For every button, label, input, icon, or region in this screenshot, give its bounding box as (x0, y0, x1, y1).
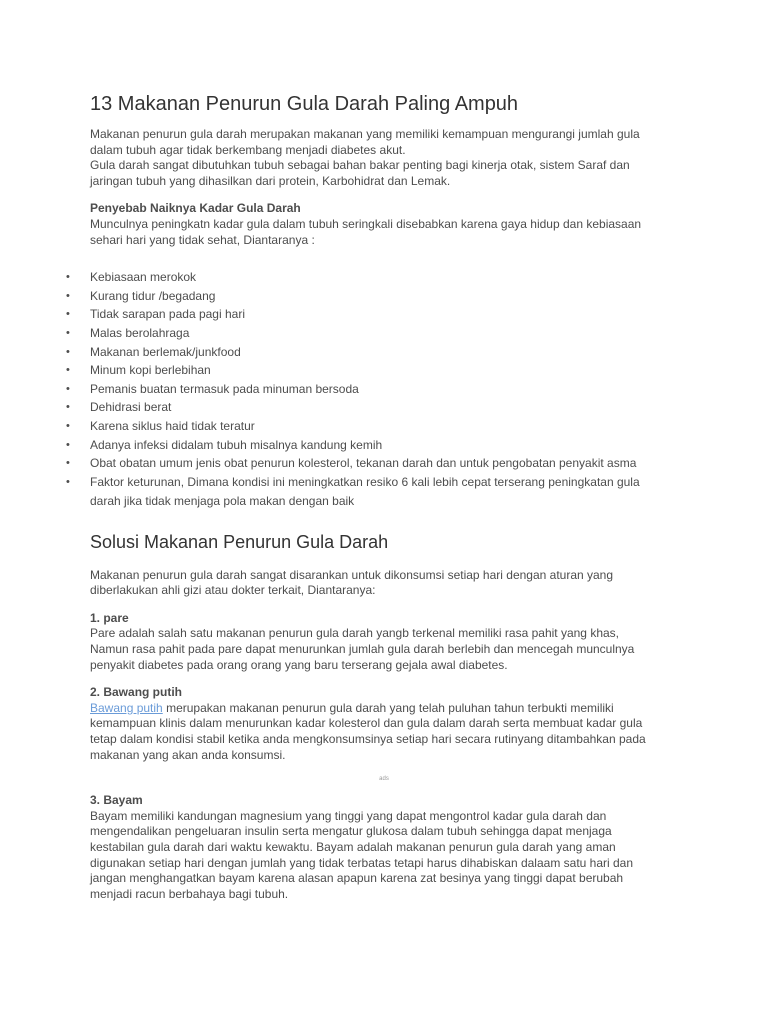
causes-heading: Penyebab Naiknya Kadar Gula Darah (90, 201, 301, 216)
list-item-text: Adanya infeksi didalam tubuh misalnya kandung kemih (90, 437, 383, 452)
list-item (66, 287, 690, 306)
list-item-text: Obat obatan umum jenis obat penurun kolesterol, tekanan darah dan untuk pengobatan penyakit asma (90, 456, 637, 471)
pare-line: Pare adalah salah satu makanan penurun gula darah yangb terkenal memiliki rasa pahit yang khas, (90, 626, 619, 641)
bullet-icon: • (66, 289, 70, 302)
bayam-line: mengendalikan pengeluaran insulin serta mengatur glukosa dalam tubuh sehingga dapat menjaga (90, 824, 612, 839)
bullet-icon: • (66, 401, 70, 414)
list-item (66, 305, 690, 324)
bayam-paragraph (90, 809, 690, 903)
list-item-text: Tidak sarapan pada pagi hari (90, 307, 245, 322)
list-item-text: Faktor keturunan, Dimana kondisi ini meningkatkan resiko 6 kali lebih cepat terserang peningkatan gula (90, 474, 640, 489)
list-item (66, 473, 690, 511)
list-item-text: Malas berolahraga (90, 325, 190, 340)
bullet-icon: • (66, 271, 70, 284)
list-item-text: Kurang tidur /begadang (90, 288, 216, 303)
intro-line: Gula darah sangat dibutuhkan tubuh sebagai bahan bakar penting bagi kinerja otak, sistem Saraf dan (90, 158, 630, 173)
list-item-text: Karena siklus haid tidak teratur (90, 418, 255, 433)
intro-line: dalam tubuh agar tidak berkembang menjadi diabetes akut. (90, 142, 406, 157)
pare-heading: 1. pare (90, 610, 129, 625)
bullet-icon: • (66, 364, 70, 377)
list-item (66, 268, 690, 287)
intro-line: Makanan penurun gula darah merupakan makanan yang memiliki kemampuan mengurangi jumlah gula (90, 127, 640, 141)
bayam-heading: 3. Bayam (90, 793, 143, 808)
bullet-icon: • (66, 419, 70, 432)
bullet-icon: • (66, 457, 70, 470)
intro-paragraph (90, 127, 690, 189)
bayam-line: menjadi racun berbahaya bagi tubuh. (90, 886, 289, 901)
bawang-line: tetap dalam kondisi stabil ketika anda mengkonsumsinya setiap hari secara rutinyang ditambahkan pada (90, 732, 646, 747)
list-item-text: darah jika tidak menjaga pola makan dengan baik (90, 493, 355, 508)
solution-intro-line: Makanan penurun gula darah sangat disarankan untuk dikonsumsi setiap hari dengan aturan yang (90, 567, 614, 582)
bullet-icon: • (66, 475, 70, 488)
bawang-putih-link[interactable]: Bawang putih (90, 700, 163, 715)
article-body (66, 92, 690, 902)
list-item (66, 324, 690, 343)
bawang-line (90, 701, 690, 717)
solution-intro (90, 568, 690, 599)
bayam-line: digunakan setiap hari dengan jumlah yang tidak terbatas tetapi harus dihabiskan dalaam satu hari dan (90, 855, 634, 870)
bullet-icon: • (66, 382, 70, 395)
list-item-text: Pemanis buatan termasuk pada minuman bersoda (90, 381, 359, 396)
bawang-paragraph (90, 701, 690, 763)
causes-intro-line: sehari hari yang tidak sehat, Diantaranya : (90, 232, 315, 247)
list-item-text: Makanan berlemak/junkfood (90, 344, 241, 359)
solution-intro-line: diberlakukan ahli gizi atau dokter terkait, Diantaranya: (90, 583, 376, 598)
bullet-icon: • (66, 345, 70, 358)
bawang-heading: 2. Bawang putih (90, 685, 183, 700)
pare-line: Namun rasa pahit pada pare dapat menurunkan jumlah gula darah berlebih dan mencegah munculnya (90, 642, 635, 657)
ads-label: ads (379, 776, 389, 783)
list-item-text: Minum kopi berlebihan (90, 363, 211, 378)
intro-line: jaringan tubuh yang dihasilkan dari protein, Karbohidrat dan Lemak. (90, 173, 451, 188)
bullet-icon: • (66, 438, 70, 451)
list-item (66, 380, 690, 399)
solution-title: Solusi Makanan Penurun Gula Darah (90, 531, 389, 552)
causes-list (66, 268, 690, 511)
pare-paragraph (90, 626, 690, 673)
bayam-line: jangan menghangatkan bayam karena alasan apapun karena zat besinya yang tinggi dapat berubah (90, 871, 624, 886)
list-item (66, 454, 690, 473)
bullet-icon: • (66, 326, 70, 339)
pare-line: penyakit diabetes pada orang orang yang baru terserang gejala awal diabetes. (90, 657, 508, 672)
bawang-line-rest: merupakan makanan penurun gula darah yang telah puluhan tahun terbukti memiliki (162, 700, 614, 715)
bawang-line: makanan yang akan anda konsumsi. (90, 747, 286, 762)
list-item-text: Dehidrasi berat (90, 400, 172, 415)
list-item (66, 398, 690, 417)
causes-intro-line: Munculnya peningkatn kadar gula dalam tubuh seringkali disebabkan karena gaya hidup dan kebiasaan (90, 216, 642, 231)
bawang-line: kemampuan klinis dalam menurunkan kadar kolesterol dan gula dalam darah serta membuat kadar gula (90, 716, 643, 731)
article-title: 13 Makanan Penurun Gula Darah Paling Ampuh (90, 93, 519, 115)
causes-intro (90, 217, 690, 248)
bayam-line: kestabilan gula darah dari waktu kewaktu. Bayam adalah makanan penurun gula darah yang aman (90, 840, 616, 854)
bayam-line: Bayam memiliki kandungan magnesium yang tinggi yang dapat mengontrol kadar gula darah dan (90, 808, 607, 823)
list-item (66, 343, 690, 362)
list-item (66, 361, 690, 380)
list-item (66, 417, 690, 436)
list-item (66, 436, 690, 455)
bullet-icon: • (66, 308, 70, 321)
list-item-text: Kebiasaan merokok (90, 270, 197, 285)
